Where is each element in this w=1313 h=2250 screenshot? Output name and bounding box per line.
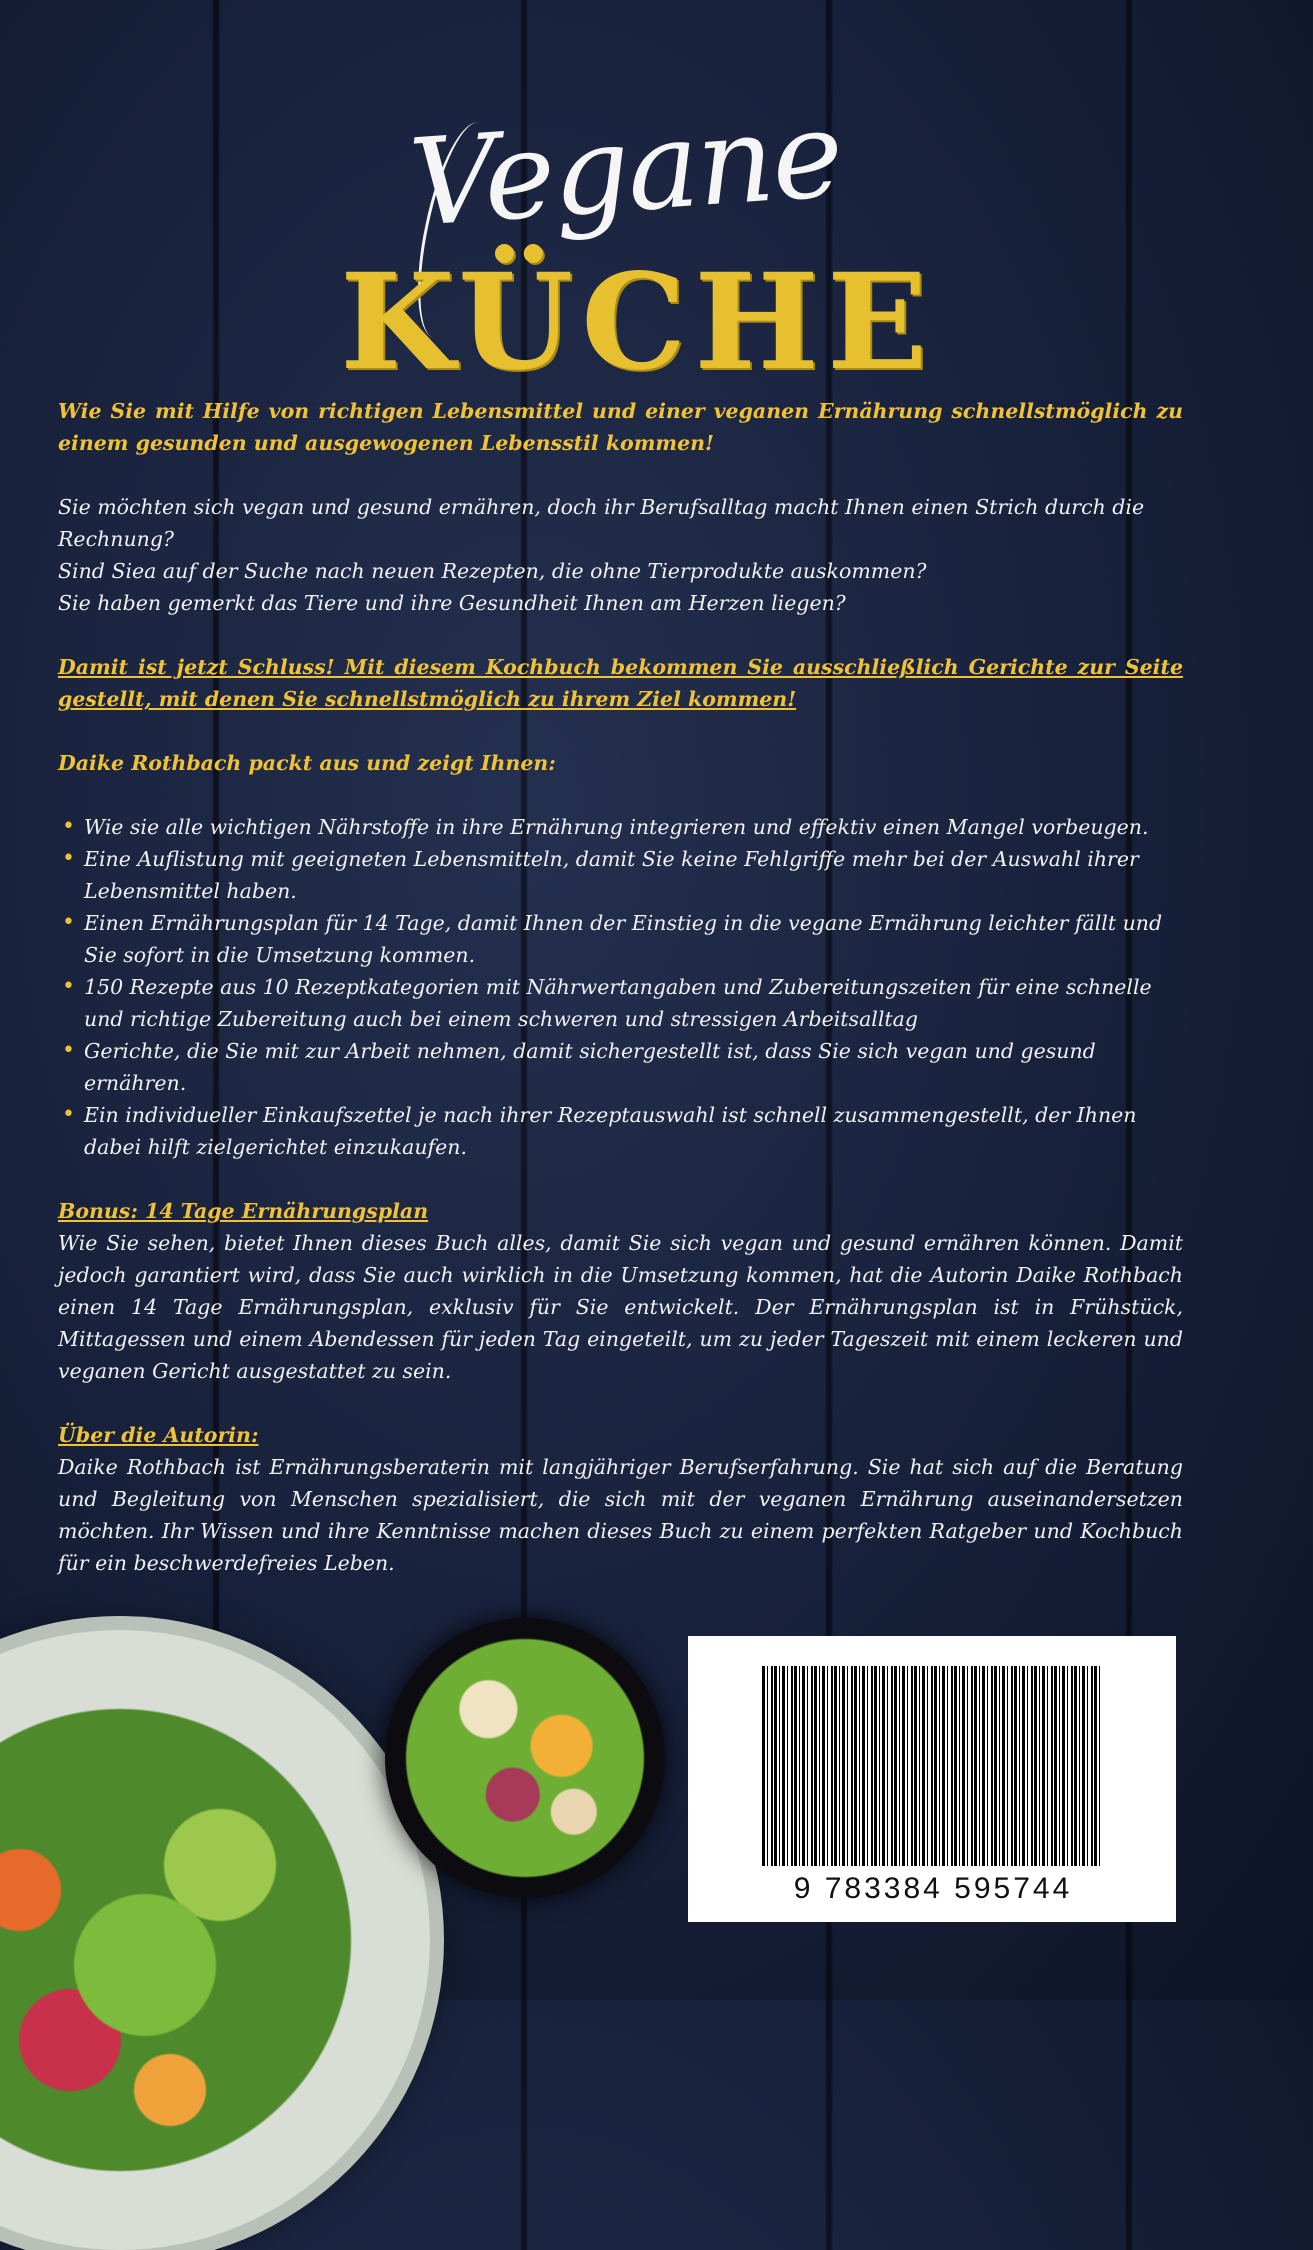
barcode — [688, 1636, 1176, 1922]
question-block — [58, 491, 1183, 619]
title-script-word: Vegane — [405, 85, 846, 254]
vegetable-plate-food — [0, 1690, 370, 2190]
title-block-word: KÜCHE — [340, 245, 936, 400]
list-item-text: Eine Auflistung mit geeigneten Lebensmitteln, damit Sie keine Fehlgriffe mehr bei der Auswahl ihrer Lebensmittel haben. — [84, 847, 1139, 903]
vegetable-plate-image — [0, 1630, 430, 2250]
list-item — [58, 843, 1183, 907]
bullet-icon: • — [62, 1102, 75, 1127]
list-item-text: 150 Rezepte aus 10 Rezeptkategorien mit Nährwertangaben und Zubereitungszeiten für eine schnelle und richtige Zubereitung auch bei einem schweren und stressigen Arbeitsalltag — [84, 975, 1152, 1031]
question-2: Sind Siea auf der Suche nach neuen Rezepten, die ohne Tierprodukte auskommen? — [58, 559, 927, 583]
salad-bowl-food — [403, 1636, 647, 1880]
list-item — [58, 1099, 1183, 1163]
about-text: Daike Rothbach ist Ernährungsberaterin mit langjähriger Berufserfahrung. Sie hat sich auf die Beratung und Begleitung von Menschen spezialisiert, die sich mit der veganen Ernährung auseinandersetzen möchten. Ihr Wissen und ihre Kenntnisse machen dieses Buch zu einem perfekten Ratgeber und Kochbuch für ein beschwerdefreies Leben. — [58, 1455, 1183, 1575]
feature-list — [58, 811, 1183, 1163]
list-item — [58, 971, 1183, 1035]
bullet-icon: • — [62, 814, 75, 839]
list-item-text: Wie sie alle wichtigen Nährstoffe in ihre Ernährung integrieren und effektiv einen Mangel vorbeugen. — [84, 815, 1149, 839]
list-item — [58, 811, 1183, 843]
blurb-text — [58, 395, 1183, 1611]
bonus-heading: Bonus: 14 Tage Ernährungsplan — [58, 1199, 429, 1223]
list-item — [58, 907, 1183, 971]
bonus-section — [58, 1195, 1183, 1387]
list-item-text: Einen Ernährungsplan für 14 Tage, damit Ihnen der Einstieg in die vegane Ernährung leichter fällt und Sie sofort in die Umsetzung kommen. — [84, 911, 1163, 967]
bonus-text: Wie Sie sehen, bietet Ihnen dieses Buch alles, damit Sie sich vegan und gesund ernähren können. Damit jedoch garantiert wird, dass Sie auch wirklich in die Umsetzung kommen, hat die Autorin Daike Rothbach einen 14 Tage Ernährungsplan, exklusiv für Sie entwickelt. Der Ernährungsplan ist in Frühstück, Mittagessen und einem Abendessen für jeden Tag eingeteilt, um zu jeder Tageszeit mit einem leckeren und veganen Gericht ausgestattet zu sein. — [58, 1231, 1183, 1383]
question-1: Sie möchten sich vegan und gesund ernähren, doch ihr Berufsalltag macht Ihnen einen Strich durch die Rechnung? — [58, 495, 1145, 551]
list-item-text: Ein individueller Einkaufszettel je nach ihrer Rezeptauswahl ist schnell zusammengestellt, der Ihnen dabei hilft zielgerichtet einzukaufen. — [84, 1103, 1137, 1159]
isbn-number: 9 783384 595744 — [793, 1872, 1073, 1905]
list-item-text: Gerichte, die Sie mit zur Arbeit nehmen, damit sichergestellt ist, dass Sie sich vegan und gesund ernähren. — [84, 1039, 1096, 1095]
author-intro: Daike Rothbach packt aus und zeigt Ihnen: — [58, 751, 556, 775]
bullet-icon: • — [62, 974, 75, 999]
question-3: Sie haben gemerkt das Tiere und ihre Gesundheit Ihnen am Herzen liegen? — [58, 591, 846, 615]
barcode-bars — [762, 1666, 1102, 1866]
salad-bowl-image — [385, 1618, 665, 1898]
intro-headline: Wie Sie mit Hilfe von richtigen Lebensmittel und einer veganen Ernährung schnellstmöglich zu einem gesunden und ausgewogenen Lebensstil kommen! — [58, 399, 1183, 455]
about-section — [58, 1419, 1183, 1579]
bullet-icon: • — [62, 1038, 75, 1063]
promise-text: Damit ist jetzt Schluss! Mit diesem Kochbuch bekommen Sie ausschließlich Gerichte zur Seite gestellt, mit denen Sie schnellstmöglich zu ihrem Ziel kommen! — [58, 655, 1183, 711]
bullet-icon: • — [62, 910, 75, 935]
book-title — [300, 85, 1020, 400]
bullet-icon: • — [62, 846, 75, 871]
list-item — [58, 1035, 1183, 1099]
about-heading: Über die Autorin: — [58, 1423, 259, 1447]
